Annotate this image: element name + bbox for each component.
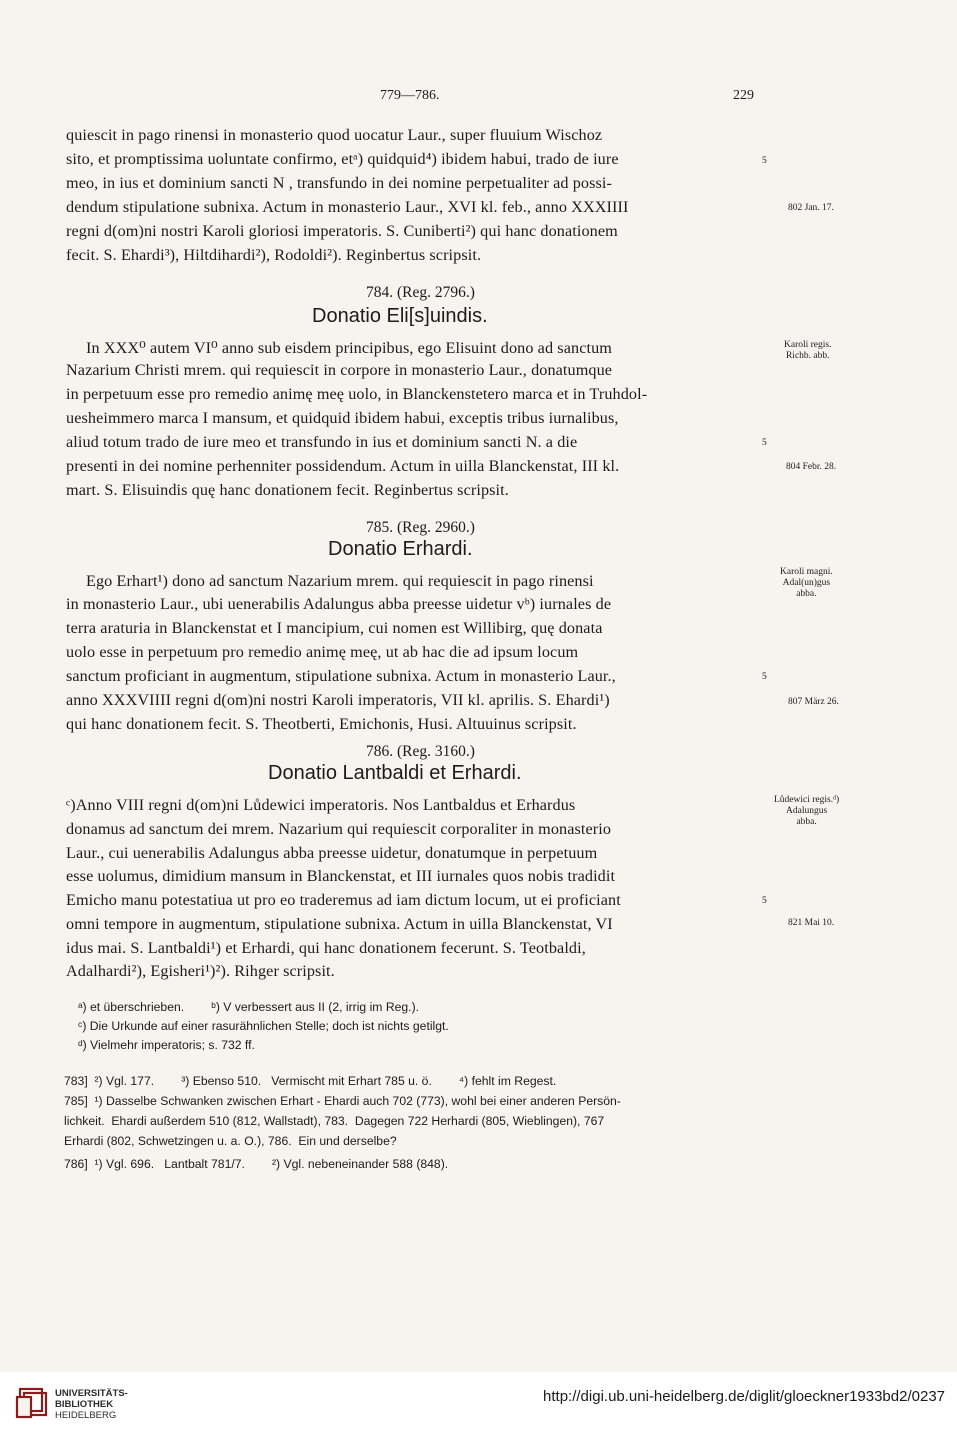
margin-date: 804 Febr. 28. [786,462,837,472]
text-line: Adalhardi²), Egisheri¹)²). Rihger scripsit. [66,962,335,980]
permalink-url[interactable]: http://digi.ub.uni-heidelberg.de/diglit/gloeckner1933bd2/0237 [543,1388,945,1405]
margin-date: 802 Jan. 17. [788,203,834,213]
footnote-number: lichkeit. Ehardi außerdem 510 (812, Wallstadt), 783. Dagegen 722 Herhardi (805, Wieblingen), 767 [64,1114,605,1128]
footnote-number: 783] ²) Vgl. 177. ³) Ebenso 510. Vermischt mit Erhart 785 u. ö. ⁴) fehlt im Regest. [64,1074,557,1088]
document-title: Donatio Erhardi. [328,538,473,560]
register-number: 785. (Reg. 2960.) [366,519,475,536]
line-marker: 5 [762,156,767,166]
text-line: sanctum proficiant in augmentum, stipulatione subnixa. Actum in monasterio Laur., [66,667,616,685]
page-number: 229 [733,88,754,103]
text-line: sito, et promptissima uoluntate confirmo, etᵃ) quidquid⁴) ibidem habui, trado de iure [66,150,619,168]
margin-note: Karoli regis. Richb. abb. [784,340,832,361]
line-marker: 5 [762,438,767,448]
footnote-number: 785] ¹) Dasselbe Schwanken zwischen Erhart - Ehardi auch 702 (773), wohl bei einer anderen Persön- [64,1094,621,1108]
line-marker: 5 [762,896,767,906]
text-line: esse uolumus, dimidium mansum in Blanckenstat, et III iurnales quos nobis tradidit [66,867,616,885]
text-line: fecit. S. Ehardi³), Hiltdihardi²), Rodoldi²). Reginbertus scripsit. [66,246,482,264]
footnote-number: Erhardi (802, Schwetzingen u. a. O.), 786. Ein und derselbe? [64,1134,397,1148]
document-title: Donatio Eli[s]uindis. [312,305,488,327]
text-line: in perpetuum esse pro remedio animę meę uolo, in Blanckenstetero marca et in Truhdol- [66,385,648,403]
margin-note: Karoli magni. Adal(un)gus abba. [780,567,833,599]
text-line: uolo esse in perpetuum pro remedio animę meę, ut ab hac die ad ipsum locum [66,643,579,661]
text-line: Laur., cui uenerabilis Adalungus abba preesse uidetur, donatumque in perpetuum [66,844,598,862]
register-number: 784. (Reg. 2796.) [366,284,475,301]
document-title: Donatio Lantbaldi et Erhardi. [268,762,522,784]
text-line: mart. S. Elisuindis quę hanc donationem fecit. Reginbertus scripsit. [66,481,509,499]
margin-note: Lůdewici regis.ᵈ) Adalungus abba. [774,795,840,827]
footer-bar [0,1372,957,1443]
text-line: ᶜ)Anno VIII regni d(om)ni Lůdewici imperatoris. Nos Lantbaldus et Erhardus [66,796,576,814]
text-line: terra araturia in Blanckenstat et I mancipium, cui nomen est Willibirg, quę donata [66,619,603,637]
text-line: donamus ad sanctum dei mrem. Nazarium qui requiescit corporaliter in monasterio [66,820,612,838]
text-line: Emicho manu potestatiua ut pro eo traderemus ad iam dictum locum, ut ei proficiant [66,891,621,909]
text-line: anno XXXVIIII regni d(om)ni nostri Karoli imperatoris, VII kl. aprilis. S. Ehardi¹) [66,691,610,709]
text-line: Ego Erhart¹) dono ad sanctum Nazarium mrem. qui requiescit in pago rinensi [86,572,594,590]
register-number: 786. (Reg. 3160.) [366,743,475,760]
text-line: presenti in dei nomine perhenniter possidendum. Actum in uilla Blanckenstat, III kl. [66,457,620,475]
footnote-letter: ᶜ) Die Urkunde auf einer rasurähnlichen Stelle; doch ist nichts getilgt. [78,1019,449,1033]
footnote-letter: ᵃ) et überschrieben. ᵇ) V verbessert aus II (2, irrig im Reg.). [78,1000,420,1014]
footnote-number: 786] ¹) Vgl. 696. Lantbalt 781/7. ²) Vgl. nebeneinander 588 (848). [64,1157,449,1171]
text-line: dendum stipulatione subnixa. Actum in monasterio Laur., XVI kl. feb., anno XXXIIII [66,198,629,216]
text-line: in monasterio Laur., ubi uenerabilis Adalungus abba preesse uidetur vᵇ) iurnales de [66,595,612,613]
text-line: regni d(om)ni nostri Karoli gloriosi imperatoris. S. Cuniberti²) qui hanc donationem [66,222,618,240]
page-range: 779—786. [380,88,440,103]
library-name: UNIVERSITÄTS- BIBLIOTHEK HEIDELBERG [55,1388,128,1421]
text-line: quiescit in pago rinensi in monasterio quod uocatur Laur., super fluuium Wischoz [66,126,603,144]
text-line: In XXX⁰ autem VI⁰ anno sub eisdem principibus, ego Elisuint dono ad sanctum [86,339,612,357]
text-line: Nazarium Christi mrem. qui requiescit in corpore in monasterio Laur., donatumque [66,361,613,379]
text-line: omni tempore in augmentum, stipulatione subnixa. Actum in uilla Blanckenstat, VI [66,915,613,933]
text-line: aliud totum trado de iure meo et transfundo in ius et dominium sancti N. a die [66,433,578,451]
text-line: idus mai. S. Lantbaldi¹) et Erhardi, qui hanc donationem fecerunt. S. Teotbaldi, [66,939,586,957]
line-marker: 5 [762,672,767,682]
margin-date: 807 März 26. [788,697,839,707]
library-logo-icon [14,1386,50,1422]
text-line: meo, in ius et dominium sancti N , transfundo in dei nomine perpetualiter ad possi- [66,174,612,192]
margin-date: 821 Mai 10. [788,918,835,928]
text-line: uesheimmero marca I mansum, et quidquid ibidem habui, exceptis tribus iurnalibus, [66,409,619,427]
text-line: qui hanc donationem fecit. S. Theotberti, Emichonis, Husi. Altuuinus scripsit. [66,715,577,733]
footnote-letter: ᵈ) Vielmehr imperatoris; s. 732 ff. [78,1038,255,1052]
